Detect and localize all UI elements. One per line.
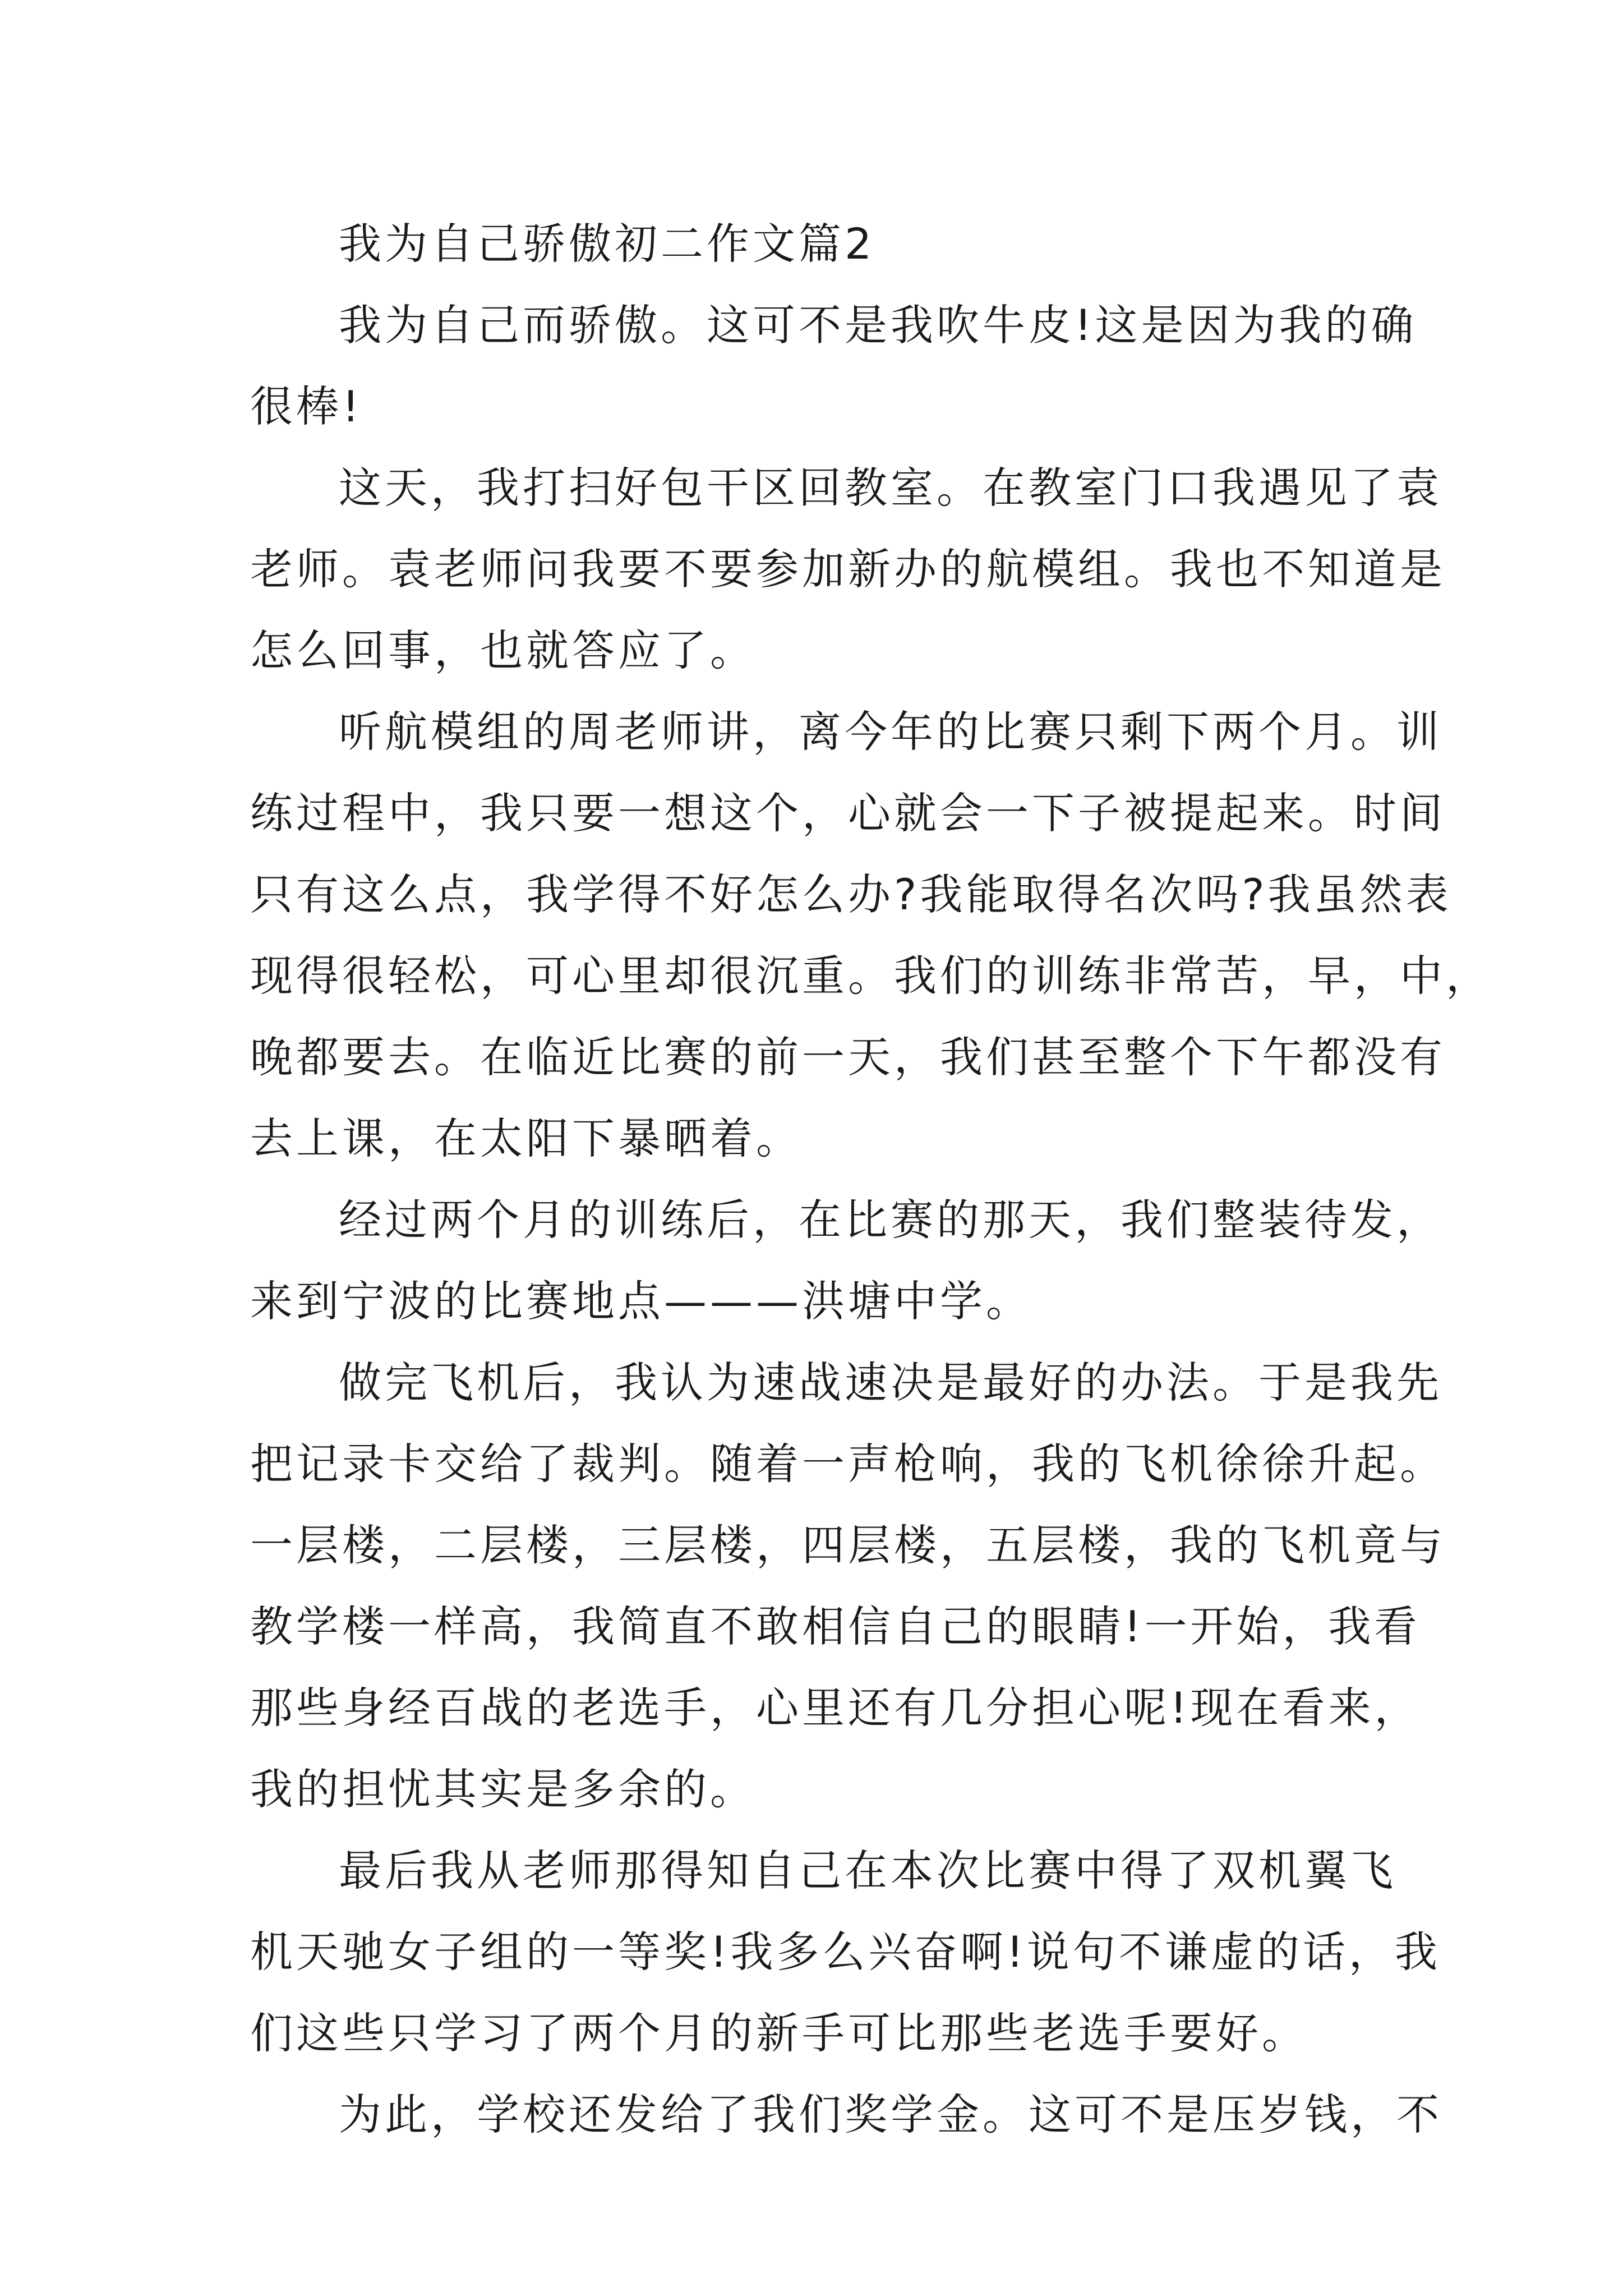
paragraph-line: 为此，学校还发给了我们奖学金。这可不是压岁钱，不 xyxy=(339,2090,1442,2139)
paragraph-line: 晚都要去。在临近比赛的前一天，我们甚至整个下午都没有 xyxy=(250,1032,1446,1082)
paragraph-line: 我为自己而骄傲。这可不是我吹牛皮!这是因为我的确 xyxy=(339,300,1417,350)
paragraph-line: 最后我从老师那得知自己在本次比赛中得了双机翼飞 xyxy=(339,1846,1396,1895)
paragraph-line: 做完飞机后，我认为速战速决是最好的办法。于是我先 xyxy=(339,1358,1442,1407)
paragraph-line: 听航模组的周老师讲，离今年的比赛只剩下两个月。训 xyxy=(339,707,1442,757)
essay-title: 我为自己骄傲初二作文篇2 xyxy=(339,219,875,269)
paragraph-line: 去上课，在太阳下暴晒着。 xyxy=(250,1114,802,1163)
paragraph-line: 很棒! xyxy=(250,381,363,431)
paragraph-line: 我的担忧其实是多余的。 xyxy=(250,1764,756,1814)
paragraph-line: 练过程中，我只要一想这个，心就会一下子被提起来。时间 xyxy=(250,788,1446,838)
paragraph-line: 教学楼一样高，我简直不敢相信自己的眼睛!一开始，我看 xyxy=(250,1602,1421,1651)
paragraph-line: 机天驰女子组的一等奖!我多么兴奋啊!说句不谦虚的话，我 xyxy=(250,1927,1441,1977)
paragraph-line: 老师。袁老师问我要不要参加新办的航模组。我也不知道是 xyxy=(250,544,1446,594)
paragraph-line: 来到宁波的比赛地点———洪塘中学。 xyxy=(250,1276,1032,1326)
paragraph-line: 这天，我打扫好包干区回教室。在教室门口我遇见了袁 xyxy=(339,463,1442,513)
paragraph-line: 怎么回事，也就答应了。 xyxy=(250,625,756,675)
paragraph-line: 现得很轻松，可心里却很沉重。我们的训练非常苦，早，中， xyxy=(250,951,1492,1001)
paragraph-line: 把记录卡交给了裁判。随着一声枪响，我的飞机徐徐升起。 xyxy=(250,1439,1446,1489)
paragraph-line: 一层楼，二层楼，三层楼，四层楼，五层楼，我的飞机竟与 xyxy=(250,1520,1446,1570)
paragraph-line: 只有这么点，我学得不好怎么办?我能取得名次吗?我虽然表 xyxy=(250,869,1452,919)
paragraph-line: 经过两个月的训练后，在比赛的那天，我们整装待发， xyxy=(339,1195,1442,1245)
paragraph-line: 们这些只学习了两个月的新手可比那些老选手要好。 xyxy=(250,2008,1308,2058)
paragraph-line: 那些身经百战的老选手，心里还有几分担心呢!现在看来， xyxy=(250,1683,1421,1733)
